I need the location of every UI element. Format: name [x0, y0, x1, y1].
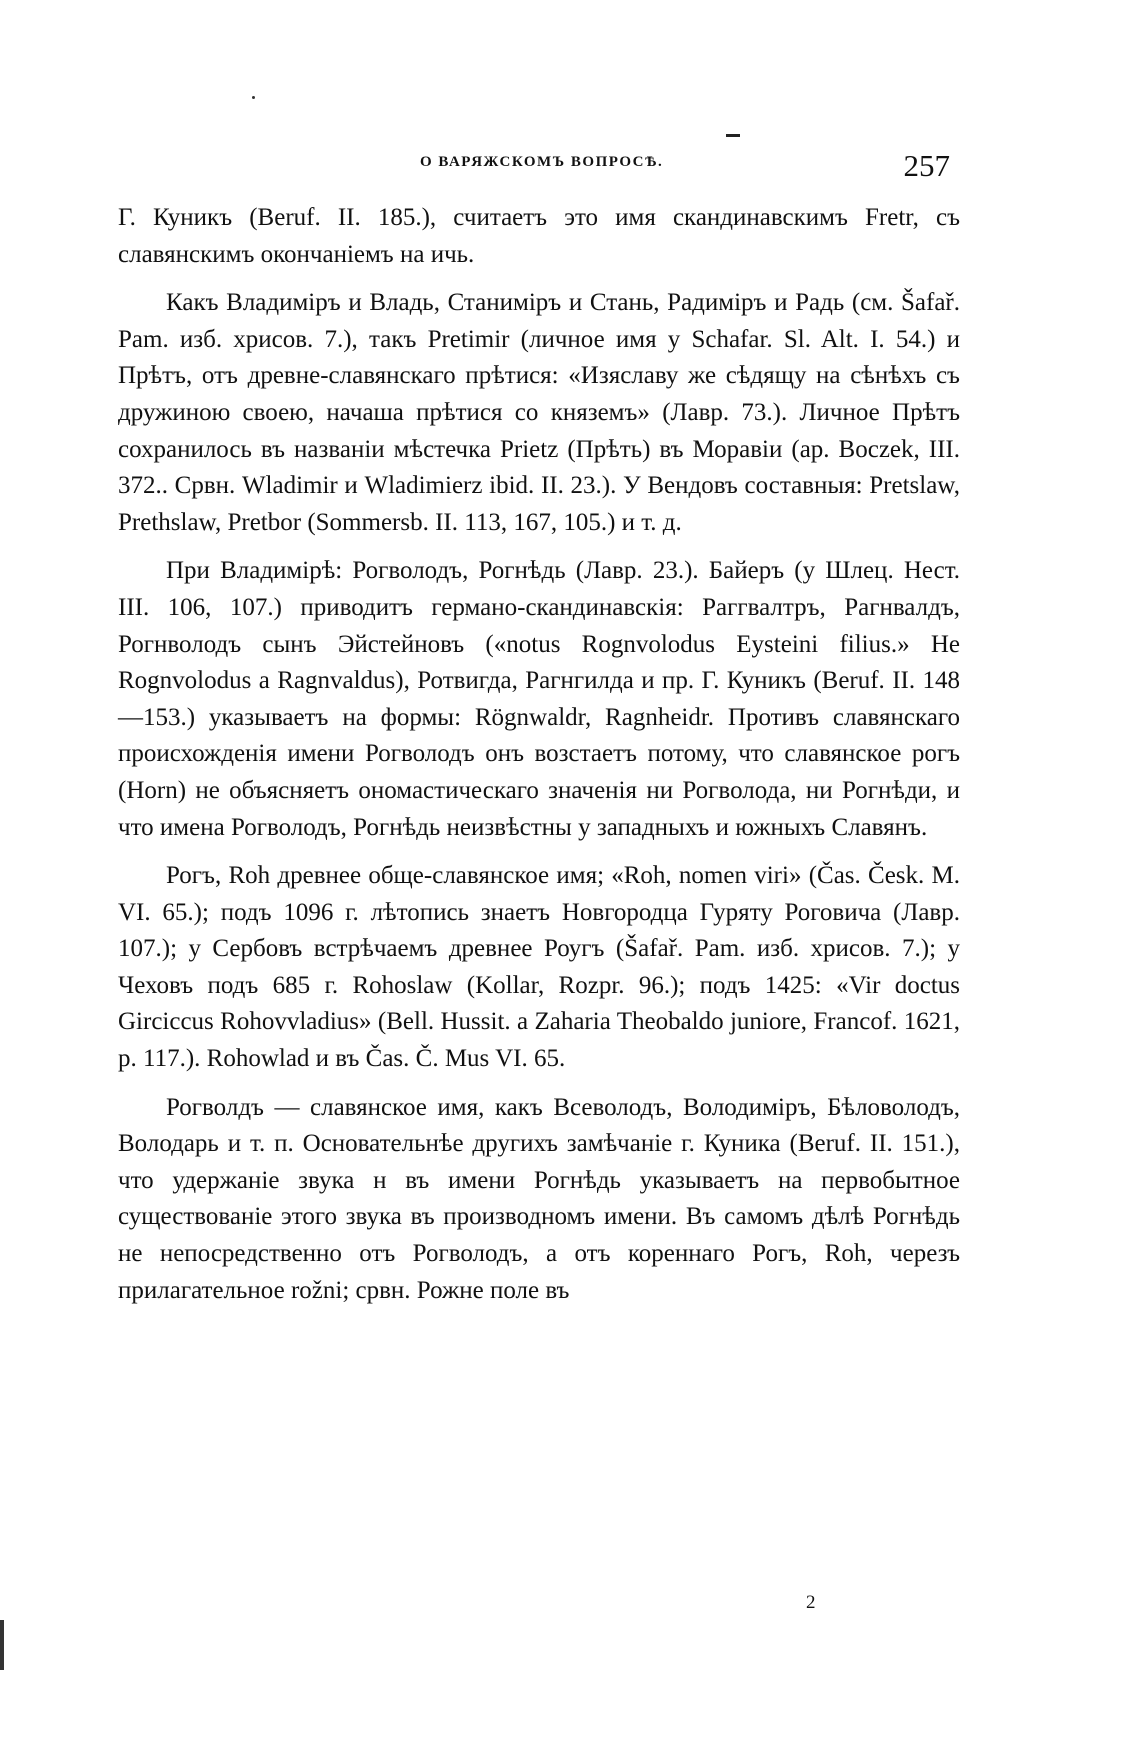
running-head: О ВАРЯЖСКОМЪ ВОПРОСѢ. — [420, 154, 664, 170]
paragraph: Рогволдъ — славянское имя, какъ Всеволодъ, Володиміръ, Бѣловолодъ, Володарь и т. п. Основательнѣе другихъ замѣчаніе г. Куника (Beruf. II. 151.), что удержаніе звука н въ имени Рогнѣдь указываетъ на первобытное существованіе этого звука въ производномъ имени. Въ самомъ дѣлѣ Рогнѣдь не непосредственно отъ Рогволодъ, а отъ кореннаго Рогъ, Roh, черезъ прилагательное rožni; срвн. Рожне поле въ — [118, 1093, 960, 1304]
signature-mark: 2 — [806, 1592, 816, 1613]
scan-edge-mark — [0, 1620, 4, 1670]
paragraph: Какъ Владиміръ и Владь, Станиміръ и Стань, Радиміръ и Радь (см. Šafař. Pam. изб. хрисов. 7.), такъ Pretimir (личное имя у Schafar. Sl. Alt. I. 54.) и Прѣтъ, отъ древне-славянскаго прѣтися: «Изяславу же сѣдящу на сѣнѣхъ съ дружиною своею, начаша прѣтися со княземъ» (Лавр. 73.). Личное Прѣтъ сохранилось въ названіи мѣстечка Prietz (Прѣть) въ Моравіи (ap. Boczek, III. 372.. Срвн. Wladimir и Wladimierz ibid. II. 23.). У Вендовъ составныя: Pretslaw, Prethslaw, Pretbor (Sommersb. II. 113, 167, 105.) и т. д. — [118, 289, 960, 536]
paragraph: Рогъ, Roh древнее обще-славянское имя; «Roh, nomen viri» (Čas. Česk. M. VI. 65.); подъ 1096 г. лѣтопись знаетъ Новгородца Гуряту Роговича (Лавр. 107.); у Сербовъ встрѣчаемъ древнее Роугъ (Šafař. Pam. изб. хрисов. 7.); у Чеховъ подъ 685 г. Rohoslaw (Kollar, Rozpr. 96.); подъ 1425: «Vir doctus Girciccus Rohovvladius» (Bell. Hussit. a Zaharia Theobaldo juniore, Francof. 1621, p. 117.). Rohowlad и въ Čas. Č. Mus VI. 65. — [118, 862, 960, 1073]
print-mark — [726, 134, 740, 137]
page-header — [120, 148, 950, 184]
paragraph: Г. Куникъ (Beruf. II. 185.), считаетъ это имя скандинавскимъ Fretr, съ славянскимъ окончаніемъ на ичь. — [118, 204, 960, 268]
ink-speck — [252, 96, 255, 99]
paragraph: При Владимірѣ: Рогволодъ, Рогнѣдь (Лавр. 23.). Байеръ (у Шлец. Нест. III. 106, 107.) приводитъ германо-скандинавскія: Раггвалтръ, Рагнвалдъ, Рогнволодъ сынъ Эйстейновъ («notus Rognvolodus Eysteini filius.» Не Rognvolodus a Ragnvaldus), Ротвигда, Рагнгилда и пр. Г. Куникъ (Beruf. II. 148—153.) указываетъ на формы: Rögnwaldr, Ragnheidr. Противъ славянскаго происхожденія имени Рогволодъ онъ возстаетъ потому, что славянское рогъ (Horn) не объясняетъ ономастическаго значенія ни Рогволода, ни Рогнѣди, и что имена Рогволодъ, Рогнѣдь неизвѣстны у западныхъ и южныхъ Славянъ. — [118, 557, 960, 841]
page-number: 257 — [903, 148, 950, 183]
body-text — [118, 200, 960, 1321]
